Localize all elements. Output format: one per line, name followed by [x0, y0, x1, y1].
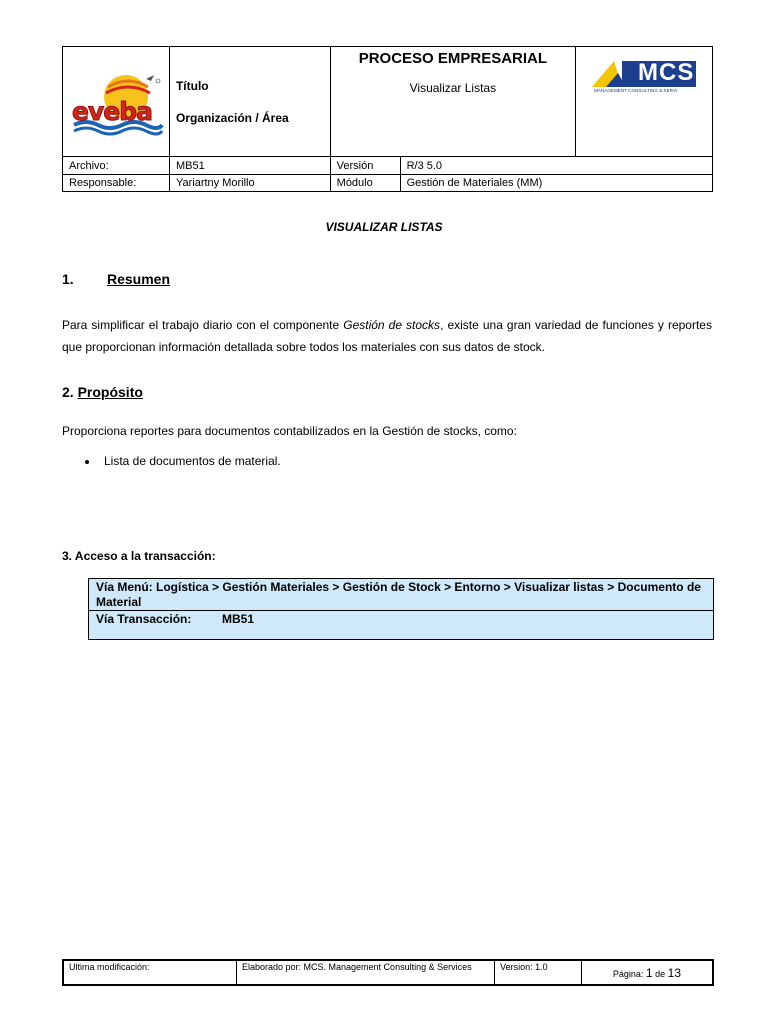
- bullet-text: Lista de documentos de material.: [104, 454, 281, 468]
- company-logo-cell: [63, 47, 170, 157]
- section-2-title: Propósito: [77, 384, 143, 400]
- page-total: 13: [667, 965, 681, 980]
- mcs-logo: [592, 57, 696, 97]
- section-1-heading: [62, 271, 171, 287]
- footer-prepared-by: Elaborado por: MCS. Management Consulting & Services: [236, 960, 494, 985]
- section-1-number: 1.: [62, 271, 74, 287]
- title-label: Título: [175, 78, 209, 93]
- modulo-label: Módulo: [330, 175, 400, 192]
- archivo-value: MB51: [169, 157, 330, 175]
- process-title: PROCESO EMPRESARIAL: [358, 50, 548, 67]
- modulo-value: Gestión de Materiales (MM): [400, 175, 712, 192]
- page-current: 1: [645, 965, 653, 980]
- document-header-table: [62, 46, 713, 192]
- mcs-logo-cell: [576, 47, 713, 157]
- section-1-text-before: Para simplificar el trabajo diario con el componente: [62, 318, 344, 332]
- footer-last-modified: Ultima modificación:: [63, 960, 236, 985]
- via-transaction-row: [89, 611, 714, 640]
- title-labels-cell: [169, 47, 330, 157]
- responsable-label: Responsable:: [63, 175, 170, 192]
- section-3-heading: 3. Acceso a la transacción:: [62, 549, 216, 563]
- document-title: VISUALIZAR LISTAS: [325, 220, 443, 234]
- bullet-icon: [85, 460, 89, 464]
- mcs-tagline: MANAGEMENT CONSULTING & SERVI: [594, 88, 678, 93]
- access-box: [88, 578, 714, 640]
- section-1-text-italic: Gestión de stocks: [343, 318, 441, 332]
- version-label: Versión: [330, 157, 400, 175]
- eveba-logo-text: eveba: [71, 96, 152, 126]
- via-transaction-label: Vía Transacción:: [96, 612, 192, 626]
- page-of: de: [655, 968, 666, 979]
- footer-version: Version: 1.0: [495, 960, 582, 985]
- via-menu-path: Vía Menú: Logística > Gestión Materiales > Gestión de Stock > Entorno > Visualizar listas > Documento de Material: [89, 579, 714, 611]
- process-title-cell: [330, 47, 575, 157]
- eveba-logo: [66, 67, 166, 137]
- footer-page-number: [581, 960, 713, 985]
- section-1-text-after: , existe una gran variedad de funciones y reportes que proporcionan información detallada sobre todos los materiales con sus datos de stock.: [62, 318, 712, 354]
- list-item: [85, 454, 281, 468]
- via-transaction-code: MB51: [222, 612, 255, 626]
- archivo-label: Archivo:: [63, 157, 170, 175]
- org-area-label: Organización / Área: [175, 110, 289, 125]
- section-1-paragraph: [62, 314, 712, 358]
- document-footer: [62, 959, 714, 986]
- section-2-paragraph: Proporciona reportes para documentos contabilizados en la Gestión de stocks, como:: [62, 424, 517, 438]
- section-2-heading: [62, 384, 143, 400]
- section-2-number: 2.: [62, 384, 74, 400]
- version-value: R/3 5.0: [400, 157, 712, 175]
- process-subtitle: Visualizar Listas: [409, 81, 497, 95]
- responsable-value: Yariartny Morillo: [169, 175, 330, 192]
- section-1-title: Resumen: [107, 271, 171, 287]
- mcs-logo-text: MCS: [638, 59, 695, 86]
- section-2-bullet-list: [85, 454, 281, 468]
- page-label: Página:: [612, 968, 644, 979]
